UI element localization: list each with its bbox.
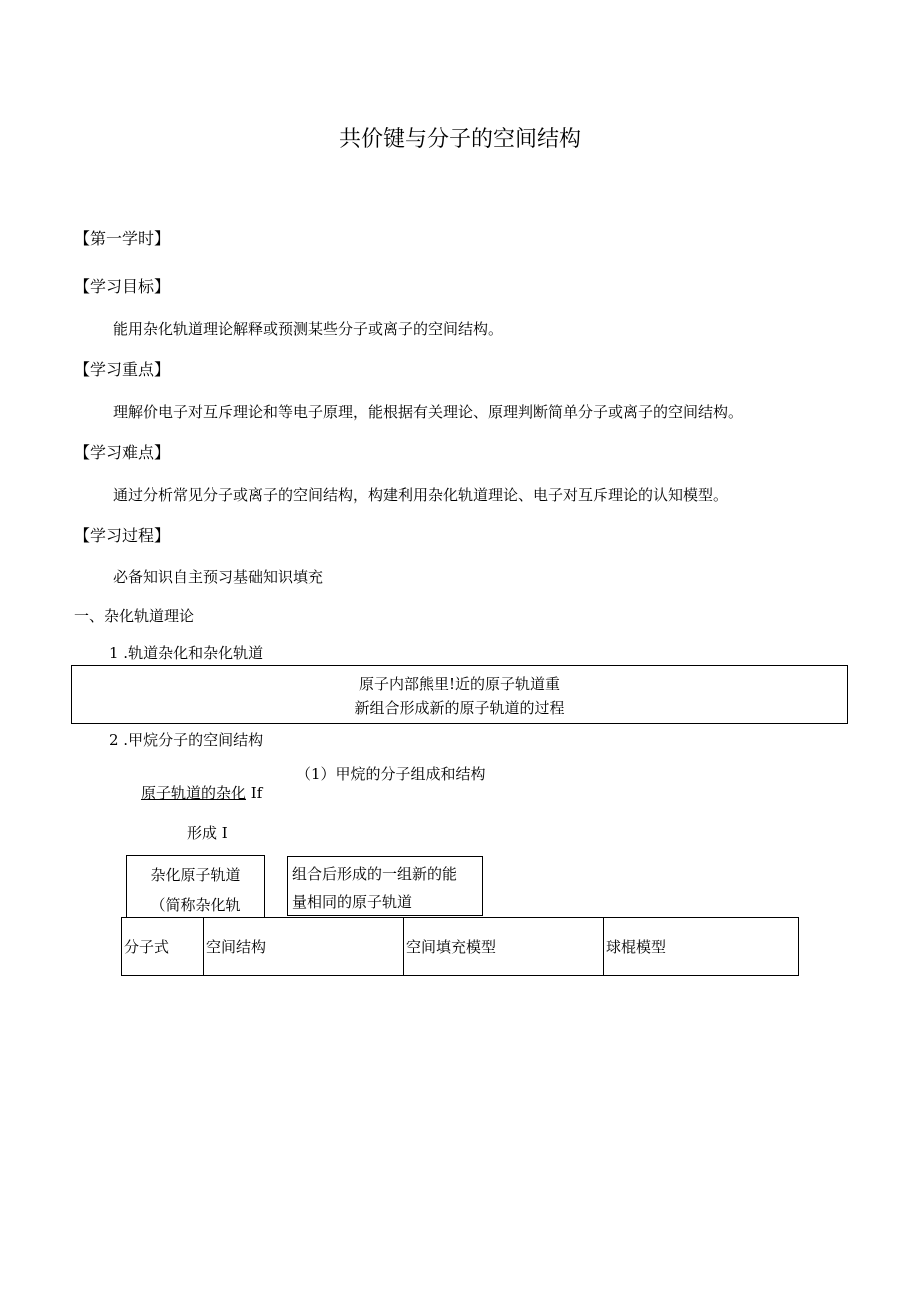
- difficulties-heading: 【学习难点】: [74, 443, 171, 462]
- goals-heading: 【学习目标】: [74, 277, 171, 296]
- goals-text: 能用杂化轨道理论解释或预测某些分子或离子的空间结构。: [113, 320, 504, 338]
- definition-line-2: 新组合形成新的原子轨道的过程: [354, 699, 565, 717]
- hybrid-definition-line-1: 组合后形成的一组新的能: [292, 865, 458, 883]
- process-text: 必备知识自主预习基础知识填充: [113, 568, 324, 586]
- methane-table: [121, 917, 799, 976]
- hybridization-label: [141, 782, 262, 803]
- lesson-heading: 【第一学时】: [74, 229, 171, 248]
- hybrid-definition-box: [287, 856, 483, 916]
- hybrid-orbital-box: [126, 855, 265, 917]
- part1-item1: 1 .轨道杂化和杂化轨道: [109, 644, 264, 662]
- process-heading: 【学习过程】: [74, 526, 171, 545]
- hybridization-term: 原子轨道的杂化: [141, 784, 247, 802]
- hybridization-suffix: If: [246, 784, 263, 802]
- hybrid-orbital-line-2: （简称杂化轨: [150, 896, 241, 914]
- definition-line-1: 原子内部熊里!近的原子轨道重: [358, 675, 561, 693]
- table-header-structure: 空间结构: [204, 918, 404, 976]
- part1-item2: 2 .甲烷分子的空间结构: [109, 731, 264, 749]
- table-header-space-filling: 空间填充模型: [404, 918, 604, 976]
- table-header-row: [122, 918, 799, 976]
- methane-subheading: （1）甲烷的分子组成和结构: [296, 765, 486, 783]
- table-header-formula: 分子式: [122, 918, 204, 976]
- part1-heading: 一、杂化轨道理论: [74, 607, 195, 625]
- key-points-heading: 【学习重点】: [74, 360, 171, 379]
- difficulties-text: 通过分析常见分子或离子的空间结构，构建利用杂化轨道理论、电子对互斥理论的认知模型。: [113, 486, 729, 504]
- hybrid-definition-line-2: 量相同的原子轨道: [292, 893, 413, 911]
- hybrid-orbital-line-1: 杂化原子轨道: [150, 866, 241, 884]
- formed-label: 形成 I: [187, 824, 228, 842]
- definition-box: [71, 665, 848, 724]
- table-header-ball-stick: 球棍模型: [604, 918, 799, 976]
- page-title: 共价键与分子的空间结构: [338, 127, 581, 152]
- key-points-text: 理解价电子对互斥理论和等电子原理，能根据有关理论、原理判断简单分子或离子的空间结构。: [113, 403, 744, 421]
